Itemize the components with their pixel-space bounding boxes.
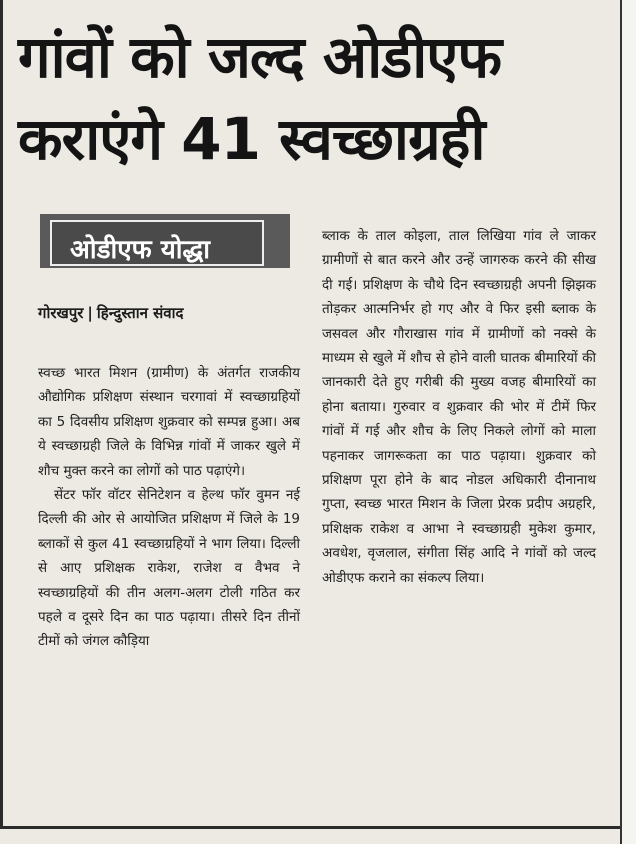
- column-rule-left: [0, 0, 3, 828]
- section-tag: [40, 214, 290, 268]
- byline-separator: |: [87, 304, 93, 322]
- byline: [38, 303, 183, 323]
- column-rule-bottom: [0, 826, 620, 829]
- byline-source: हिन्दुस्तान संवाद: [96, 304, 184, 322]
- headline-line-1: गांवों को जल्द ओडीएफ: [18, 23, 502, 91]
- article-column-2: [322, 224, 596, 590]
- article-paragraph: सेंटर फॉर वॉटर सेनिटेशन व हेल्थ फॉर वुमन नई दिल्ली की ओर से आयोजित प्रशिक्षण में जिले के 19 ब्लाकों से कुल 41 स्वच्छाग्रहियों ने भाग लिया। दिल्ली से आए प्रशिक्षक राकेश, राजेश व वैभव ने स्वच्छाग्रहियों की तीन अलग-अलग टोली गठित कर पहले व दूसरे दिन का पाठ पढ़ाया। तीसरे दिन तीनों टीमों को जंगल कौड़िया: [38, 487, 300, 650]
- article-paragraph: ब्लाक के ताल कोइला, ताल लिखिया गांव ले जाकर ग्रामीणों से बात करने और उन्हें जागरुक करने की सीख दी गई। प्रशिक्षण के चौथे दिन स्वच्छाग्रही अपनी झिझक तोड़कर आत्मनिर्भर हो गए और वे फिर इसी ब्लाक के जसवल और गौराखास गांव में ग्रामीणों को नक्से के माध्यम से खुले में शौच से होने वाली घातक बीमारियों की जानकारी देते हुए गरीबी की मुख्य वजह बीमारियों का होना बताया। गुरुवार व शुक्रवार की भोर में टीमें फिर गांवों में गई और शौच के लिए निकले लोगों को माला पहनाकर जागरूकता का पाठ पढ़ाया। शुक्रवार को प्रशिक्षण पूरा होने के बाद नोडल अधिकारी दीनानाथ गुप्ता, स्वच्छ भारत मिशन के जिला प्रेरक प्रदीप अग्रहरि, प्रशिक्षक राकेश व आभा ने स्वच्छाग्रही मुकेश कुमार, अवधेश, वृजलाल, संगीता सिंह आदि ने गांवों को जल्द ओडीएफ कराने का संकल्प लिया।: [322, 228, 596, 586]
- headline-line-2: कराएंगे 41 स्वच्छाग्रही: [18, 105, 485, 173]
- article-headline: [18, 16, 618, 180]
- page-edge-right: [620, 0, 636, 844]
- byline-place: गोरखपुर: [38, 304, 84, 322]
- article-paragraph: स्वच्छ भारत मिशन (ग्रामीण) के अंतर्गत राजकीय औद्योगिक प्रशिक्षण संस्थान चरगावां में स्वच्छाग्रहियों का 5 दिवसीय प्रशिक्षण शुक्रवार को सम्पन्न हुआ। अब ये स्वच्छाग्रही जिले के विभिन्न गांवों में जाकर खुले में शौच मुक्त करने का लोगों को पाठ पढ़ाएंगे।: [38, 365, 300, 479]
- article-column-1: [38, 361, 300, 654]
- section-tag-box: [50, 220, 264, 266]
- section-tag-label: ओडीएफ योद्धा: [70, 235, 211, 265]
